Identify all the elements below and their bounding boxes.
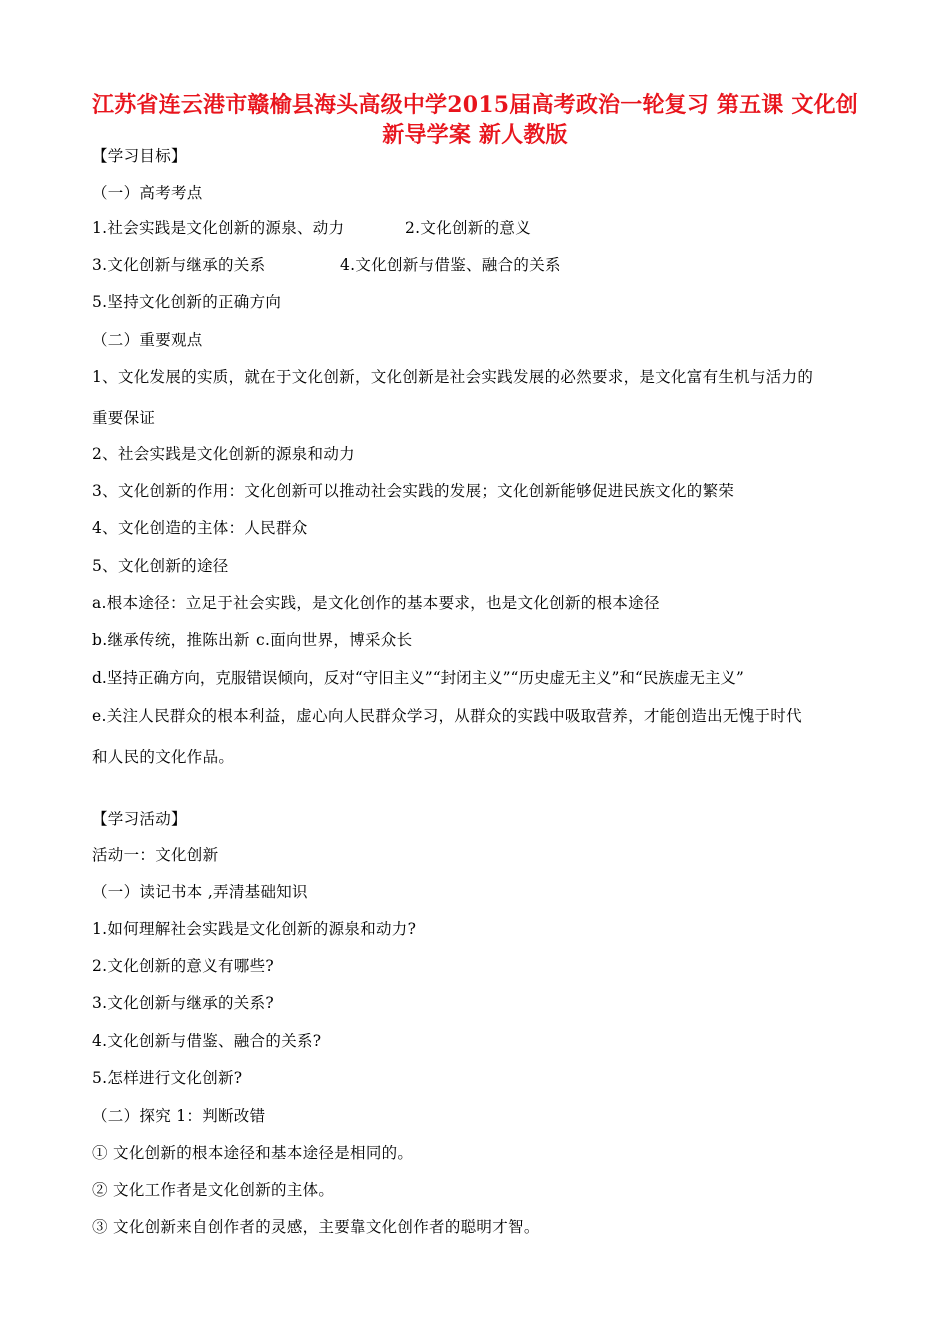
way-e-line-1: e.关注人民群众的根本利益，虚心向人民群众学习，从群众的实践中吸取营养，才能创造出无愧于时代 [92,707,802,725]
way-d: d.坚持正确方向，克服错误倾向，反对“守旧主义”“封闭主义”“历史虚无主义”和“民族虚无主义” [92,669,744,687]
key-views-heading: （二）重要观点 [92,331,203,349]
document-title: 江苏省连云港市赣榆县海头高级中学2015届高考政治一轮复习 第五课 文化创新导学案 新人教版 [92,92,858,148]
judge-1: ① 文化创新的根本途径和基本途径是相同的。 [92,1144,414,1162]
activity-1: 活动一：文化创新 [92,846,219,864]
view-2: 2、社会实践是文化创新的源泉和动力 [92,445,355,463]
points-row-2 [92,255,852,275]
exam-point-1: 1.社会实践是文化创新的源泉、动力 [92,219,345,237]
view-3: 3、文化创新的作用：文化创新可以推动社会实践的发展；文化创新能够促进民族文化的繁荣 [92,482,735,500]
view-4: 4、文化创造的主体：人民群众 [92,519,308,537]
exam-point-5: 5.坚持文化创新的正确方向 [92,293,282,311]
exam-point-3: 3.文化创新与继承的关系 [92,256,266,274]
exam-point-2: 2.文化创新的意义 [405,219,531,237]
exam-points-heading: （一）高考考点 [92,184,203,202]
points-row-1 [92,218,852,238]
exam-point-4: 4.文化创新与借鉴、融合的关系 [340,256,561,274]
view-5: 5、文化创新的途径 [92,557,229,575]
view-1-line-1: 1、文化发展的实质，就在于文化创新，文化创新是社会实践发展的必然要求，是文化富有生机与活力的 [92,368,814,386]
judge-2: ② 文化工作者是文化创新的主体。 [92,1181,335,1199]
read-heading: （一）读记书本 ,弄清基础知识 [92,883,308,901]
question-2: 2.文化创新的意义有哪些? [92,957,274,975]
view-1-line-2: 重要保证 [92,409,156,427]
way-e-line-2: 和人民的文化作品。 [92,748,235,766]
question-3: 3.文化创新与继承的关系? [92,994,274,1012]
question-5: 5.怎样进行文化创新? [92,1069,243,1087]
question-4: 4.文化创新与借鉴、融合的关系? [92,1032,322,1050]
activity-heading: 【学习活动】 [92,810,187,828]
goals-heading: 【学习目标】 [92,147,187,165]
explore-heading: （二）探究 1：判断改错 [92,1107,266,1125]
way-a: a.根本途径：立足于社会实践，是文化创作的基本要求，也是文化创新的根本途径 [92,594,660,612]
ways-row-bc [92,630,492,650]
judge-3: ③ 文化创新来自创作者的灵感，主要靠文化创作者的聪明才智。 [92,1218,540,1236]
way-b: b.继承传统，推陈出新 [92,631,250,649]
way-c: c.面向世界，博采众长 [256,631,413,649]
question-1: 1.如何理解社会实践是文化创新的源泉和动力? [92,920,417,938]
